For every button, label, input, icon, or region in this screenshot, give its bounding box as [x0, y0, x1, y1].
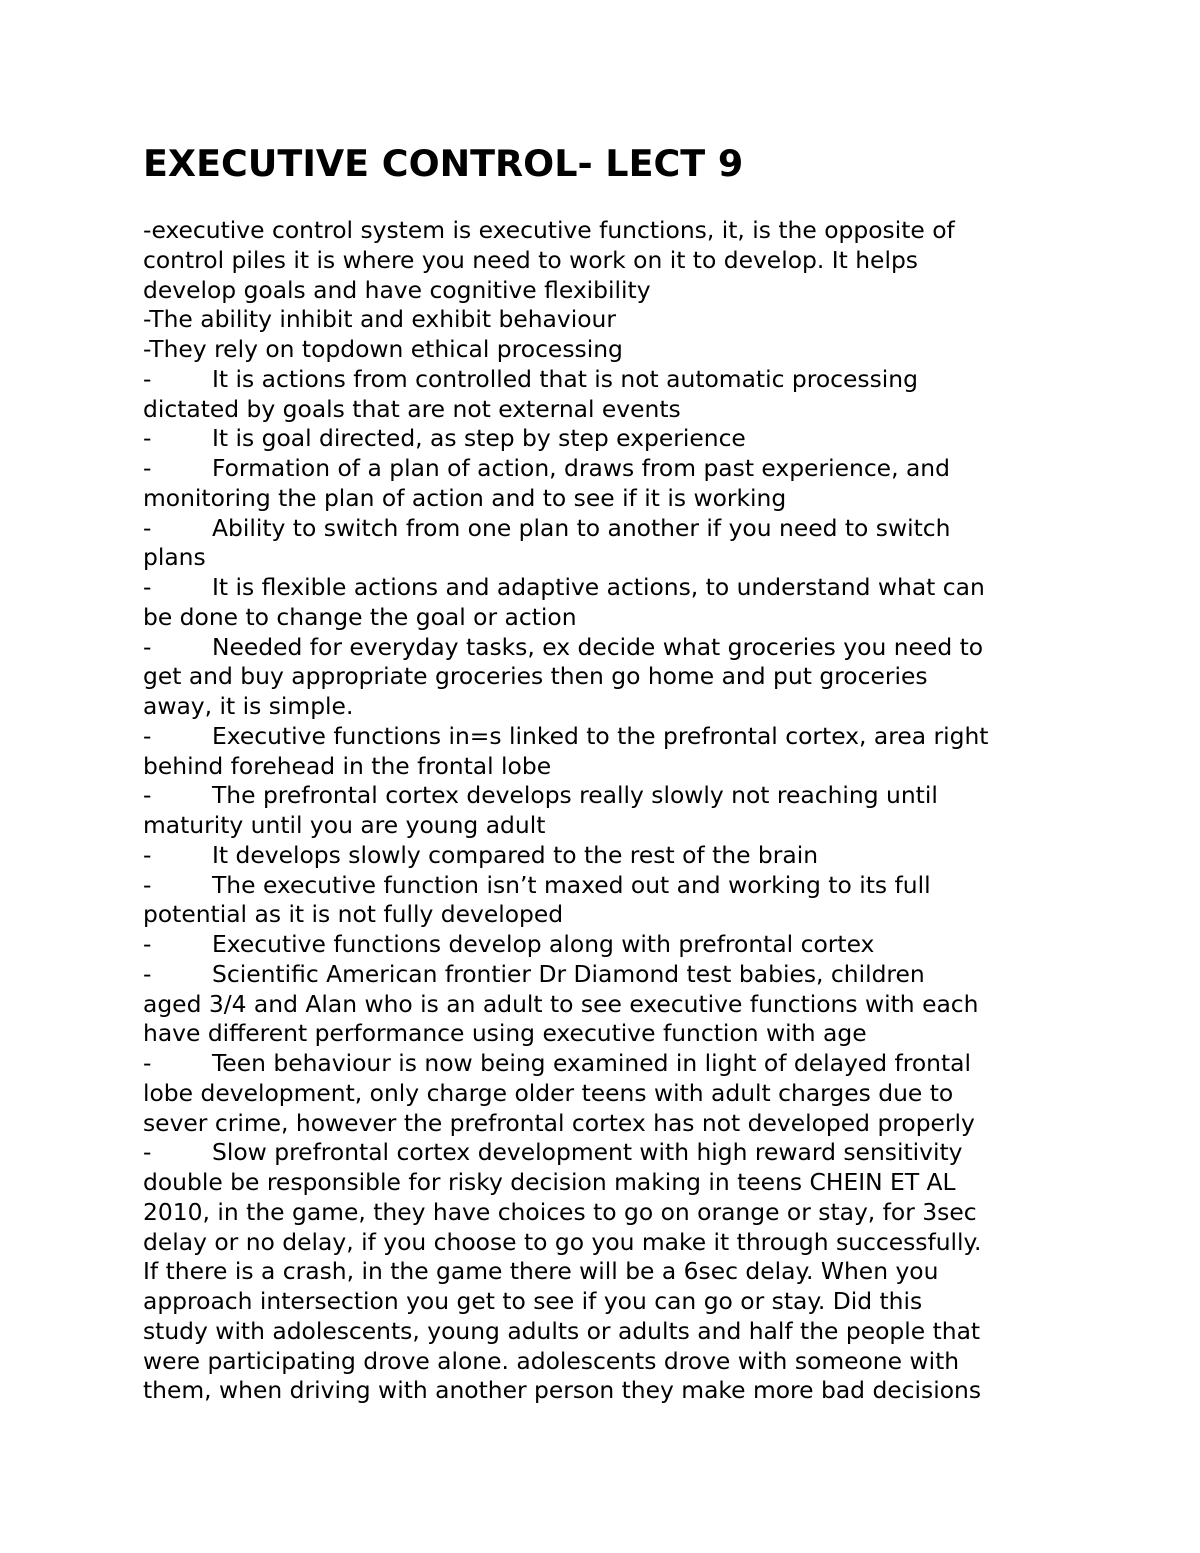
bullet-text: It is actions from controlled that is not automatic processing: [212, 364, 918, 393]
bullet-text: Slow prefrontal cortex development with high reward sensitivity: [212, 1138, 963, 1167]
bullet-text: It is goal directed, as step by step experience: [212, 424, 746, 453]
bullet-line: [143, 841, 1073, 871]
document-title: EXECUTIVE CONTROL- LECT 9: [143, 142, 744, 185]
bullet-line: [143, 424, 1073, 454]
bullet-line: [143, 1138, 1073, 1168]
text-line: be done to change the goal or action: [143, 602, 577, 631]
bullet-line: [143, 365, 1073, 395]
text-line: lobe development, only charge older teens with adult charges due to: [143, 1078, 954, 1107]
bullet-marker: -: [143, 364, 152, 393]
text-line: maturity until you are young adult: [143, 811, 546, 839]
bullet-text: Ability to switch from one plan to another if you need to switch: [212, 513, 951, 542]
bullet-marker: -: [143, 573, 152, 601]
bullet-line: [143, 514, 1073, 544]
text-line: plans: [143, 543, 206, 572]
bullet-text: Needed for everyday tasks, ex decide what groceries you need to: [212, 632, 984, 661]
bullet-line: [143, 781, 1073, 811]
bullet-line: [143, 1049, 1073, 1079]
text-line: monitoring the plan of action and to see if it is working: [143, 483, 787, 512]
text-line: away, it is simple.: [143, 692, 354, 720]
bullet-line: [143, 930, 1073, 960]
bullet-line: [143, 871, 1073, 901]
bullet-text: The executive function isn’t maxed out and working to its full: [212, 870, 931, 899]
text-line: double be responsible for risky decision making in teens CHEIN ET AL: [143, 1168, 956, 1196]
text-line: potential as it is not fully developed: [143, 900, 564, 929]
text-line: 2010, in the game, they have choices to go on orange or stay, for 3sec: [143, 1197, 977, 1226]
bullet-marker: -: [143, 959, 152, 988]
bullet-text: Executive functions in=s linked to the prefrontal cortex, area right: [212, 721, 989, 750]
text-line: -executive control system is executive functions, it, is the opposite of: [143, 216, 955, 244]
bullet-marker: -: [143, 840, 152, 869]
text-line: have different performance using executive function with age: [143, 1019, 867, 1048]
bullet-text: Scientific American frontier Dr Diamond test babies, children: [212, 959, 925, 988]
bullet-marker: -: [143, 1049, 152, 1077]
bullet-marker: -: [143, 1138, 152, 1167]
text-line: develop goals and have cognitive flexibility: [143, 275, 651, 304]
text-line: study with adolescents, young adults or adults and half the people that: [143, 1316, 981, 1345]
bullet-text: Formation of a plan of action, draws from past experience, and: [212, 454, 950, 482]
text-line: them, when driving with another person they make more bad decisions: [143, 1376, 982, 1405]
text-line: get and buy appropriate groceries then go home and put groceries: [143, 662, 928, 691]
text-line: -They rely on topdown ethical processing: [143, 335, 623, 363]
bullet-line: [143, 633, 1073, 663]
bullet-marker: -: [143, 870, 152, 899]
bullet-marker: -: [143, 424, 152, 453]
bullet-text: It is flexible actions and adaptive actions, to understand what can: [212, 573, 985, 601]
bullet-line: [143, 454, 1073, 484]
bullet-line: [143, 573, 1073, 603]
bullet-text: Teen behaviour is now being examined in light of delayed frontal: [212, 1049, 971, 1077]
text-line: dictated by goals that are not external events: [143, 394, 681, 423]
bullet-marker: -: [143, 781, 152, 810]
bullet-text: Executive functions develop along with prefrontal cortex: [212, 930, 875, 958]
text-line: aged 3/4 and Alan who is an adult to see executive functions with each: [143, 989, 979, 1018]
bullet-marker: -: [143, 721, 152, 750]
bullet-marker: -: [143, 632, 152, 661]
text-line: sever crime, however the prefrontal cortex has not developed properly: [143, 1108, 975, 1137]
text-line: -The ability inhibit and exhibit behaviour: [143, 305, 616, 334]
text-line: control piles it is where you need to work on it to develop. It helps: [143, 245, 918, 274]
text-line: delay or no delay, if you choose to go you make it through successfully.: [143, 1227, 982, 1256]
bullet-marker: -: [143, 930, 152, 958]
text-line: If there is a crash, in the game there will be a 6sec delay. When you: [143, 1257, 939, 1286]
text-line: approach intersection you get to see if you can go or stay. Did this: [143, 1287, 923, 1315]
bullet-line: [143, 960, 1073, 990]
bullet-line: [143, 722, 1073, 752]
bullet-marker: -: [143, 454, 152, 482]
text-line: behind forehead in the frontal lobe: [143, 751, 552, 780]
text-line: were participating drove alone. adolescents drove with someone with: [143, 1346, 960, 1375]
bullet-text: It develops slowly compared to the rest of the brain: [212, 840, 819, 869]
bullet-marker: -: [143, 513, 152, 542]
document-body: [143, 216, 1073, 1406]
bullet-text: The prefrontal cortex develops really slowly not reaching until: [212, 781, 938, 810]
